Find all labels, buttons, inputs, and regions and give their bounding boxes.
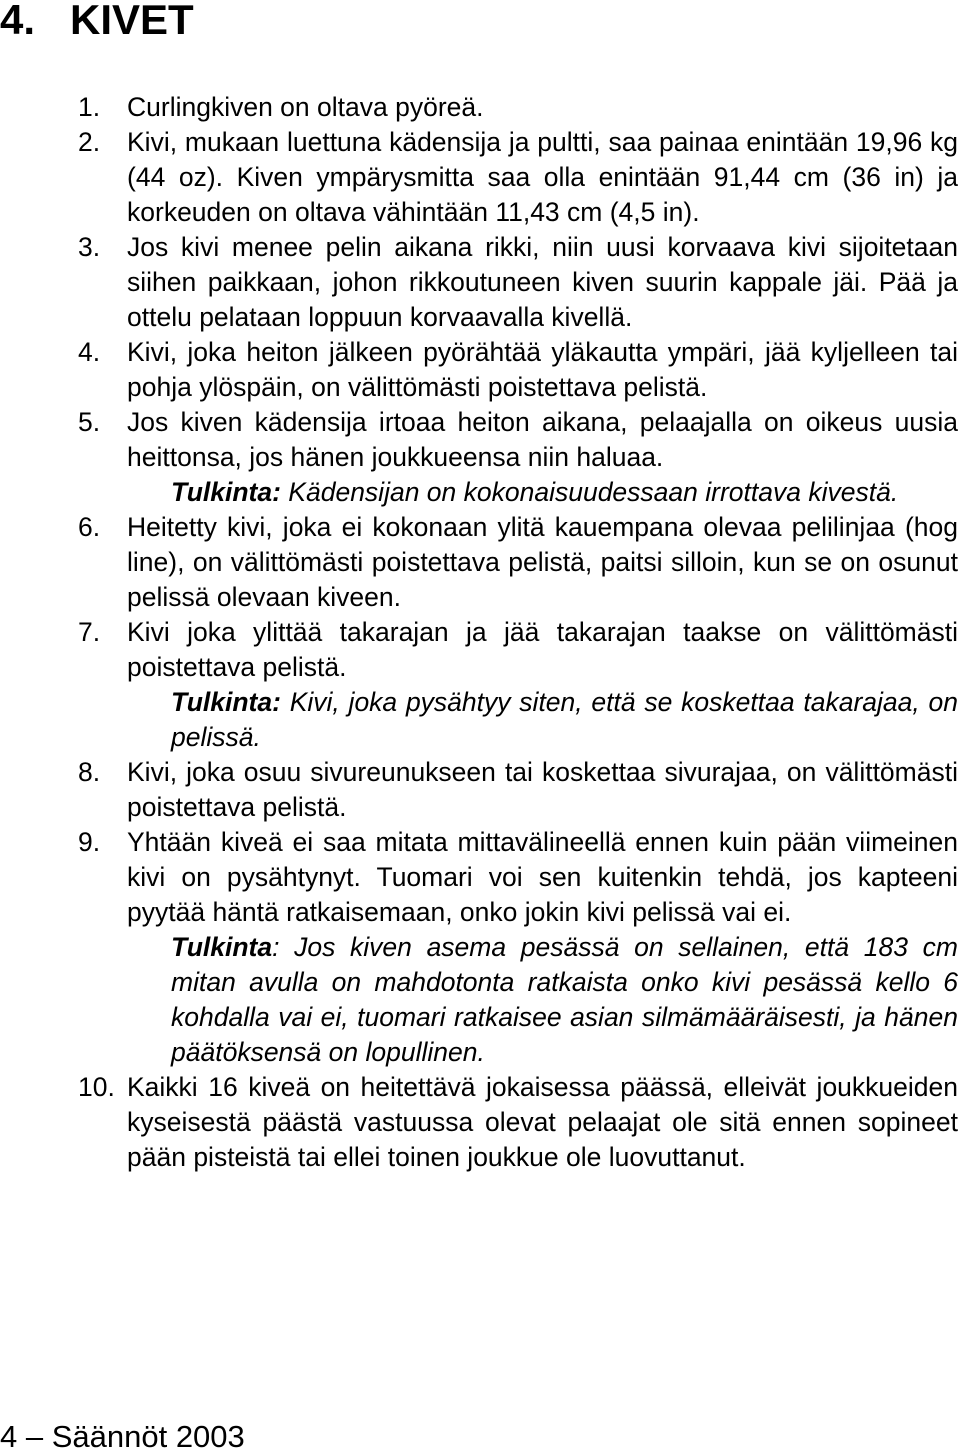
rule-number: 2. (78, 127, 101, 157)
rule-item-4 (0, 335, 960, 405)
rule-number: 7. (78, 617, 101, 647)
rule-item-7 (0, 615, 960, 755)
rule-item-1 (0, 90, 960, 125)
rule-item-2 (0, 125, 960, 230)
rule-number: 3. (78, 232, 101, 262)
interpretation-note (127, 685, 958, 755)
rule-number: 4. (78, 337, 101, 367)
rule-item-10 (0, 1070, 960, 1175)
rule-item-9 (0, 825, 960, 1070)
interpretation-note (127, 475, 958, 510)
rule-text: Kivi, joka heiton jälkeen pyörähtää yläkautta ympäri, jää kyljelleen tai pohja ylöspäin, on välittömästi poistettava pelistä. (127, 337, 958, 402)
rule-number: 5. (78, 407, 101, 437)
rule-text: Curlingkiven on oltava pyöreä. (127, 92, 484, 122)
rule-number: 1. (78, 92, 101, 122)
rule-text: Kaikki 16 kiveä on heitettävä jokaisessa päässä, elleivät joukkueiden kyseisestä päästä vastuussa olevat pelaajat ole sitä ennen sopineet pään pisteistä tai ellei toinen joukkue ole luovuttanut. (127, 1072, 958, 1172)
interpretation-text: Kädensijan on kokonaisuudessaan irrottava kivestä. (280, 477, 899, 507)
rule-text: Heitetty kivi, joka ei kokonaan ylitä kauempana olevaa pelilinjaa (hog line), on välittömästi poistettava pelistä, paitsi silloin, kun se on osunut pelissä olevaan kiveen. (127, 512, 958, 612)
interpretation-text: : Jos kiven asema pesässä on sellainen, että 183 cm mitan avulla on mahdotonta ratkaista onko kivi pesässä kello 6 kohdalla vai ei, tuomari ratkaisee asian silmämääräisesti, ja hänen päätöksensä on lopullinen. (171, 932, 958, 1067)
rule-item-5 (0, 405, 960, 510)
rule-text: Kivi, mukaan luettuna kädensija ja pultti, saa painaa enintään 19,96 kg (44 oz). Kiven ympärysmitta saa olla enintään 91,44 cm (36 in) ja korkeuden on oltava vähintään 11,43 cm (4,5 in). (127, 127, 958, 227)
rule-item-3 (0, 230, 960, 335)
rule-text: Jos kivi menee pelin aikana rikki, niin uusi korvaava kivi sijoitetaan siihen paikkaan, johon rikkoutuneen kiven suurin kappale jäi. Pää ja ottelu pelataan loppuun korvaavalla kivellä. (127, 232, 958, 332)
rule-number: 8. (78, 757, 101, 787)
interpretation-label: Tulkinta (171, 932, 273, 962)
rule-text: Kivi, joka osuu sivureunukseen tai koskettaa sivurajaa, on välittömästi poistettava pelistä. (127, 757, 958, 822)
rule-item-6 (0, 510, 960, 615)
rules-list (0, 90, 960, 1175)
interpretation-text: Kivi, joka pysähtyy siten, että se koskettaa takarajaa, on pelissä. (171, 687, 958, 752)
rule-text: Kivi joka ylittää takarajan ja jää takarajan taakse on välittömästi poistettava pelistä. (127, 617, 958, 682)
page-title: 4. KIVET (0, 0, 194, 43)
interpretation-label: Tulkinta: (171, 477, 281, 507)
rule-item-8 (0, 755, 960, 825)
interpretation-note (127, 930, 958, 1070)
rule-number: 10. (78, 1072, 115, 1102)
interpretation-label: Tulkinta: (171, 687, 281, 717)
rule-number: 9. (78, 827, 101, 857)
page-footer: 4 – Säännöt 2003 (0, 1419, 245, 1454)
rule-text: Jos kiven kädensija irtoaa heiton aikana, pelaajalla on oikeus uusia heittonsa, jos hänen joukkueensa niin haluaa. (127, 407, 958, 472)
rule-text: Yhtään kiveä ei saa mitata mittavälineellä ennen kuin pään viimeinen kivi on pysähtynyt. Tuomari voi sen kuitenkin tehdä, jos kapteeni pyytää häntä ratkaisemaan, onko jokin kivi pelissä vai ei. (127, 827, 958, 927)
rule-number: 6. (78, 512, 101, 542)
